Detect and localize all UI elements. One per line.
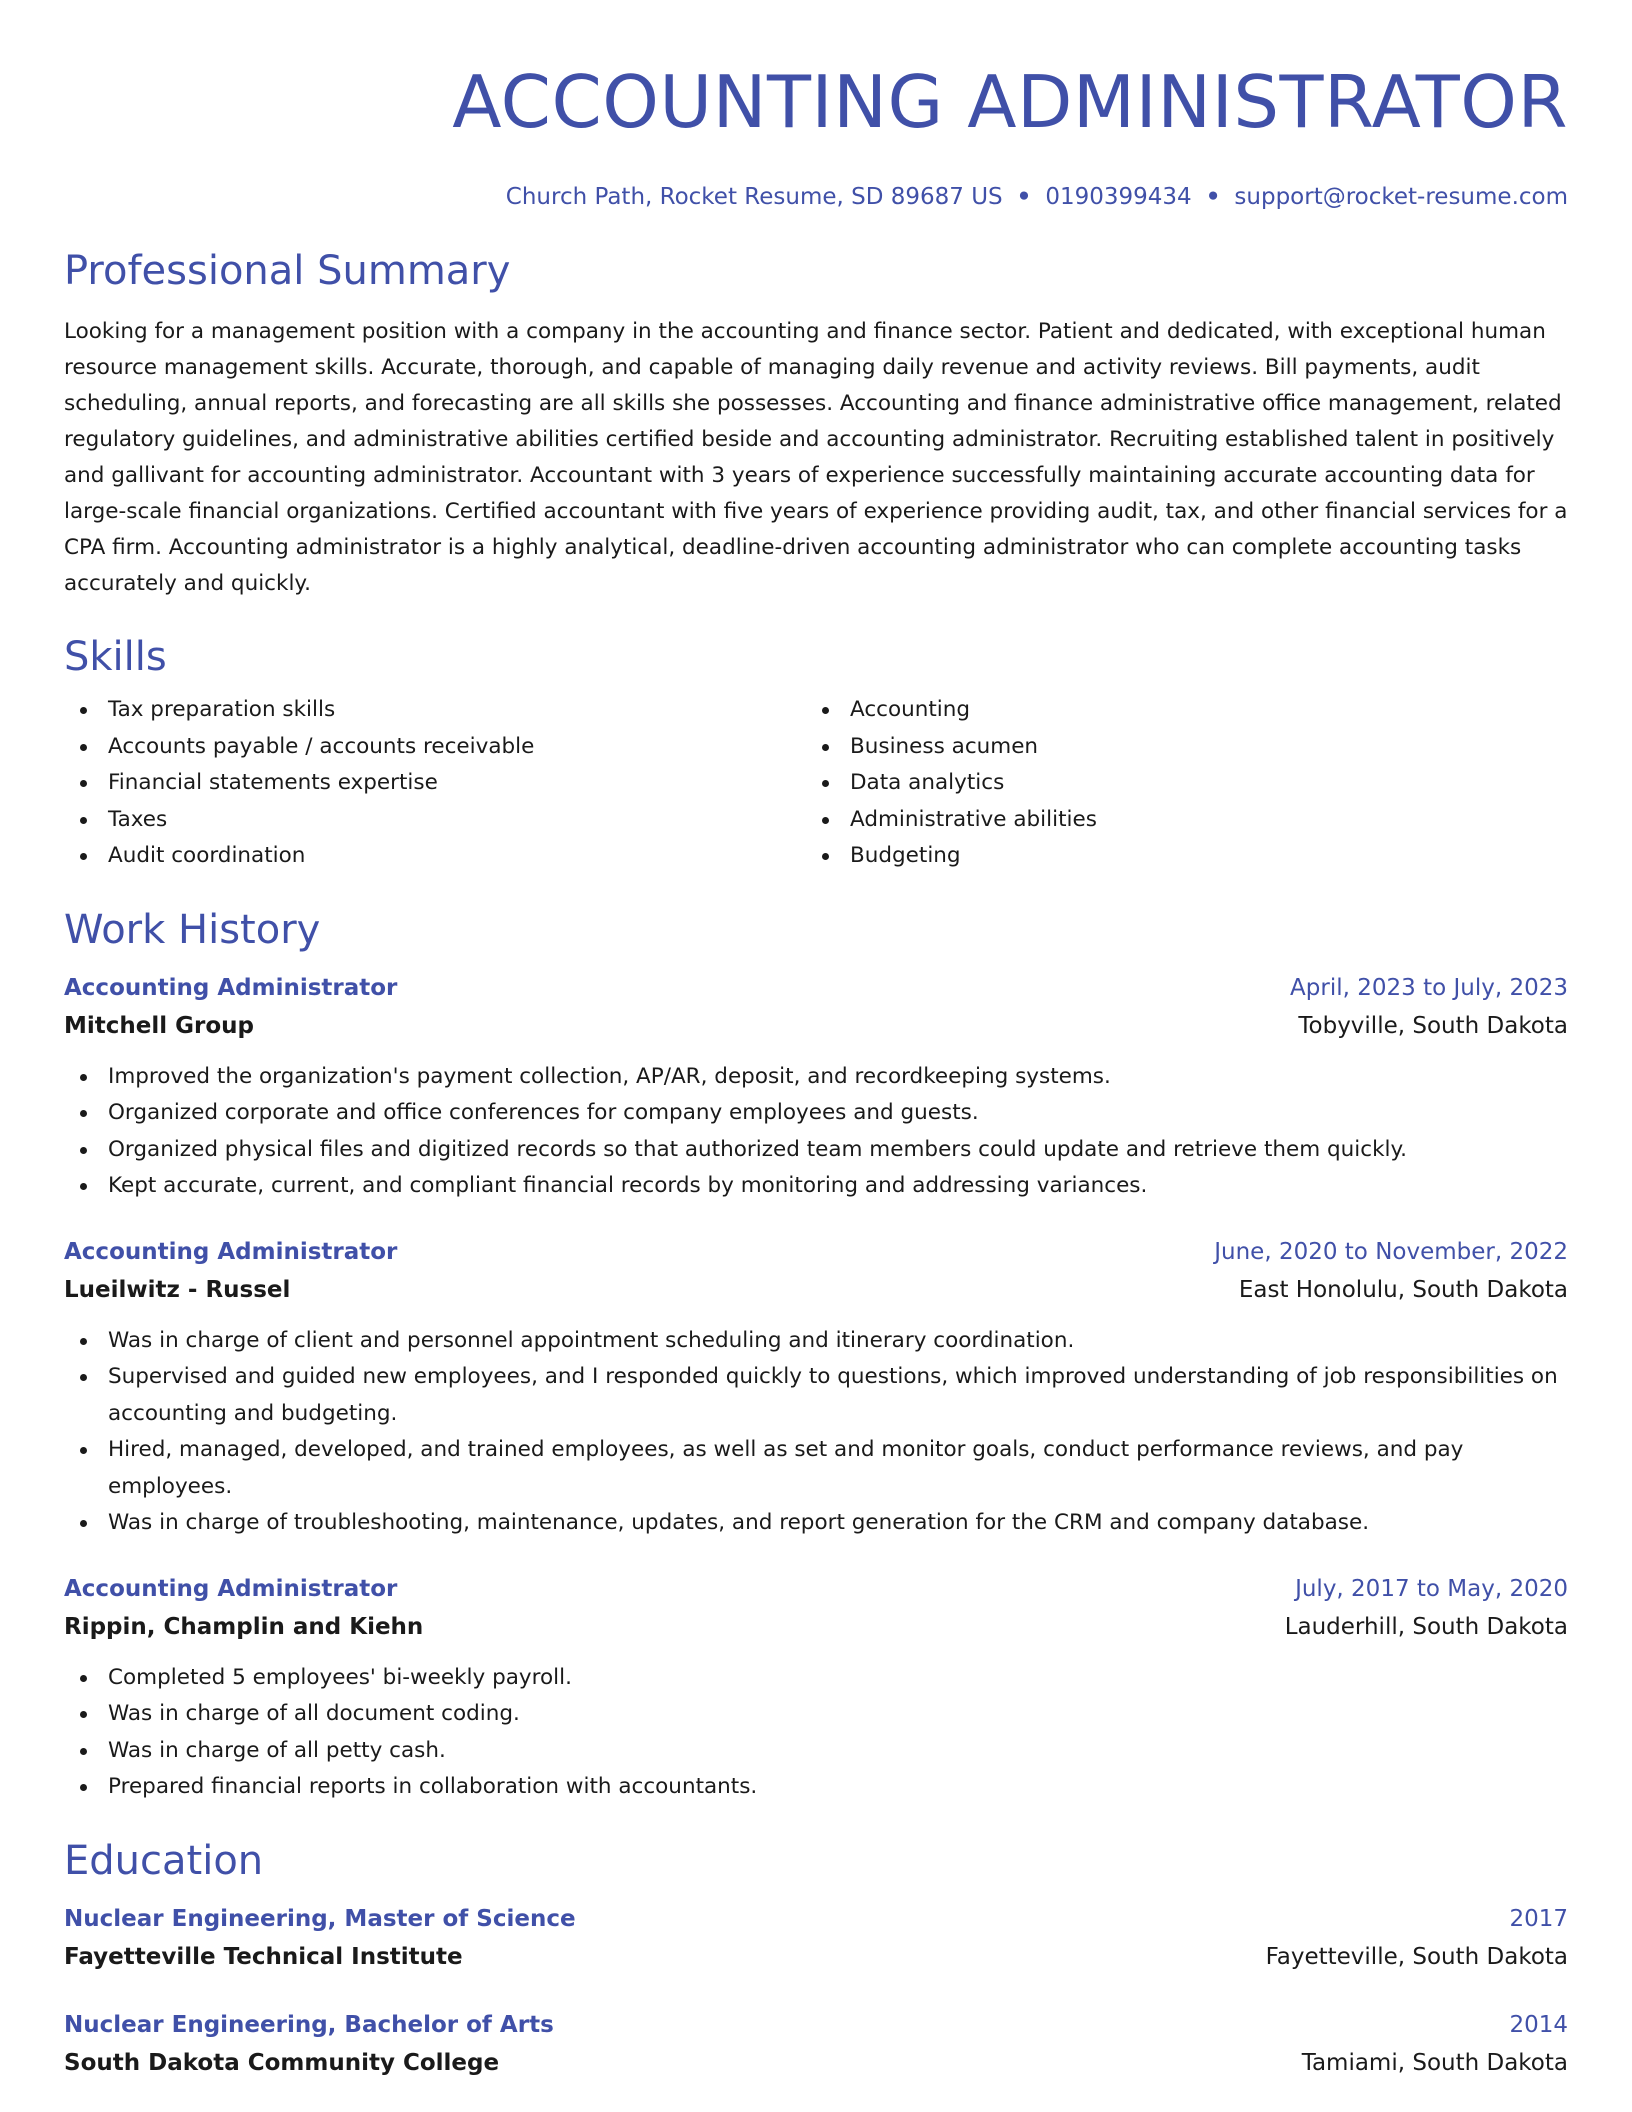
skills-list (64, 692, 1568, 875)
job-bullet: Prepared financial reports in collaboration with accountants. (64, 1769, 1568, 1806)
job-company: Lueilwitz - Russel (64, 1276, 291, 1303)
section-title-summary: Professional Summary (64, 248, 511, 294)
education-year: 2017 (1509, 1905, 1568, 1932)
skill-item: Taxes (64, 802, 806, 839)
education-school: South Dakota Community College (64, 2049, 500, 2076)
education-degree: Nuclear Engineering, Bachelor of Arts (64, 2011, 554, 2038)
job-bullet: Completed 5 employees' bi-weekly payroll. (64, 1660, 1568, 1697)
skill-item: Administrative abilities (806, 802, 1548, 839)
job-entry (64, 1233, 1568, 1542)
education-entry (64, 2006, 1568, 2082)
job-bullet: Was in charge of all petty cash. (64, 1733, 1568, 1770)
contact-separator: • (1205, 184, 1221, 210)
contact-phone: 0190399434 (1045, 184, 1192, 210)
job-entry (64, 1570, 1568, 1806)
skills-column-right (806, 692, 1548, 875)
section-title-work-history: Work History (64, 906, 321, 953)
job-bullet: Kept accurate, current, and compliant financial records by monitoring and addressing variances. (64, 1168, 1568, 1205)
section-title-education: Education (64, 1837, 264, 1884)
job-bullet: Was in charge of all document coding. (64, 1696, 1568, 1733)
skill-item: Budgeting (806, 838, 1548, 875)
job-dates: July, 2017 to May, 2020 (1295, 1575, 1568, 1602)
job-dates: April, 2023 to July, 2023 (1290, 974, 1568, 1001)
job-location: Lauderhill, South Dakota (1284, 1613, 1568, 1640)
resume-page (64, 0, 1568, 2082)
skill-item: Data analytics (806, 765, 1548, 802)
skill-item: Business acumen (806, 729, 1548, 766)
contact-email[interactable]: support@rocket-resume.com (1234, 184, 1568, 210)
education-school: Fayetteville Technical Institute (64, 1943, 463, 1970)
job-dates: June, 2020 to November, 2022 (1214, 1238, 1568, 1265)
job-company: Rippin, Champlin and Kiehn (64, 1613, 424, 1640)
job-bullets (64, 1059, 1568, 1205)
skill-item: Accounting (806, 692, 1548, 729)
job-entry (64, 969, 1568, 1205)
skill-item: Audit coordination (64, 838, 806, 875)
job-bullet: Supervised and guided new employees, and I responded quickly to questions, which improved understanding of job responsibilities on accounting and budgeting. (64, 1359, 1568, 1432)
job-bullets (64, 1660, 1568, 1806)
job-location: East Honolulu, South Dakota (1238, 1276, 1568, 1303)
skill-item: Tax preparation skills (64, 692, 806, 729)
job-company: Mitchell Group (64, 1012, 255, 1039)
skill-item: Financial statements expertise (64, 765, 806, 802)
education-year: 2014 (1509, 2011, 1568, 2038)
summary-text: Looking for a management position with a company in the accounting and finance sector. Patient and dedicated, with exceptional human resource management skills. Accurate, thorough, and capable of managing daily revenue and activity reviews. Bill payments, audit scheduling, annual reports, and forecasting are all skills she possesses. Accounting and finance administrative office management, related regulatory guidelines, and administrative abilities certified beside and accounting administrator. Recruiting established talent in positively and gallivant for accounting administrator. Accountant with 3 years of experience successfully maintaining accurate accounting data for large-scale financial organizations. Certified accountant with five years of experience providing audit, tax, and other financial services for a CPA firm. Accounting administrator is a highly analytical, deadline-driven accounting administrator who can complete accounting tasks accurately and quickly. (64, 319, 1568, 596)
job-bullet: Was in charge of troubleshooting, maintenance, updates, and report generation for the CRM and company database. (64, 1505, 1568, 1542)
job-title: Accounting Administrator (64, 1238, 398, 1265)
section-title-skills: Skills (64, 634, 167, 680)
job-title: Accounting Administrator (64, 974, 398, 1001)
skills-column-left (64, 692, 806, 875)
education-location: Tamiami, South Dakota (1301, 2049, 1568, 2076)
education-location: Fayetteville, South Dakota (1265, 1943, 1568, 1970)
education-degree: Nuclear Engineering, Master of Science (64, 1905, 576, 1932)
contact-separator: • (1016, 184, 1032, 210)
job-bullet: Hired, managed, developed, and trained employees, as well as set and monitor goals, conduct performance reviews, and pay employees. (64, 1432, 1568, 1505)
job-bullet: Organized corporate and office conferences for company employees and guests. (64, 1095, 1568, 1132)
job-bullet: Organized physical files and digitized records so that authorized team members could update and retrieve them quickly. (64, 1132, 1568, 1169)
skill-item: Accounts payable / accounts receivable (64, 729, 806, 766)
resume-name-title: ACCOUNTING ADMINISTRATOR (452, 60, 1568, 144)
job-bullet: Improved the organization's payment collection, AP/AR, deposit, and recordkeeping systems. (64, 1059, 1568, 1096)
job-title: Accounting Administrator (64, 1575, 398, 1602)
contact-address: Church Path, Rocket Resume, SD 89687 US (505, 184, 1003, 210)
contact-line (64, 180, 1568, 214)
job-location: Tobyville, South Dakota (1298, 1012, 1568, 1039)
job-bullet: Was in charge of client and personnel appointment scheduling and itinerary coordination. (64, 1323, 1568, 1360)
education-entry (64, 1900, 1568, 1976)
job-bullets (64, 1323, 1568, 1542)
